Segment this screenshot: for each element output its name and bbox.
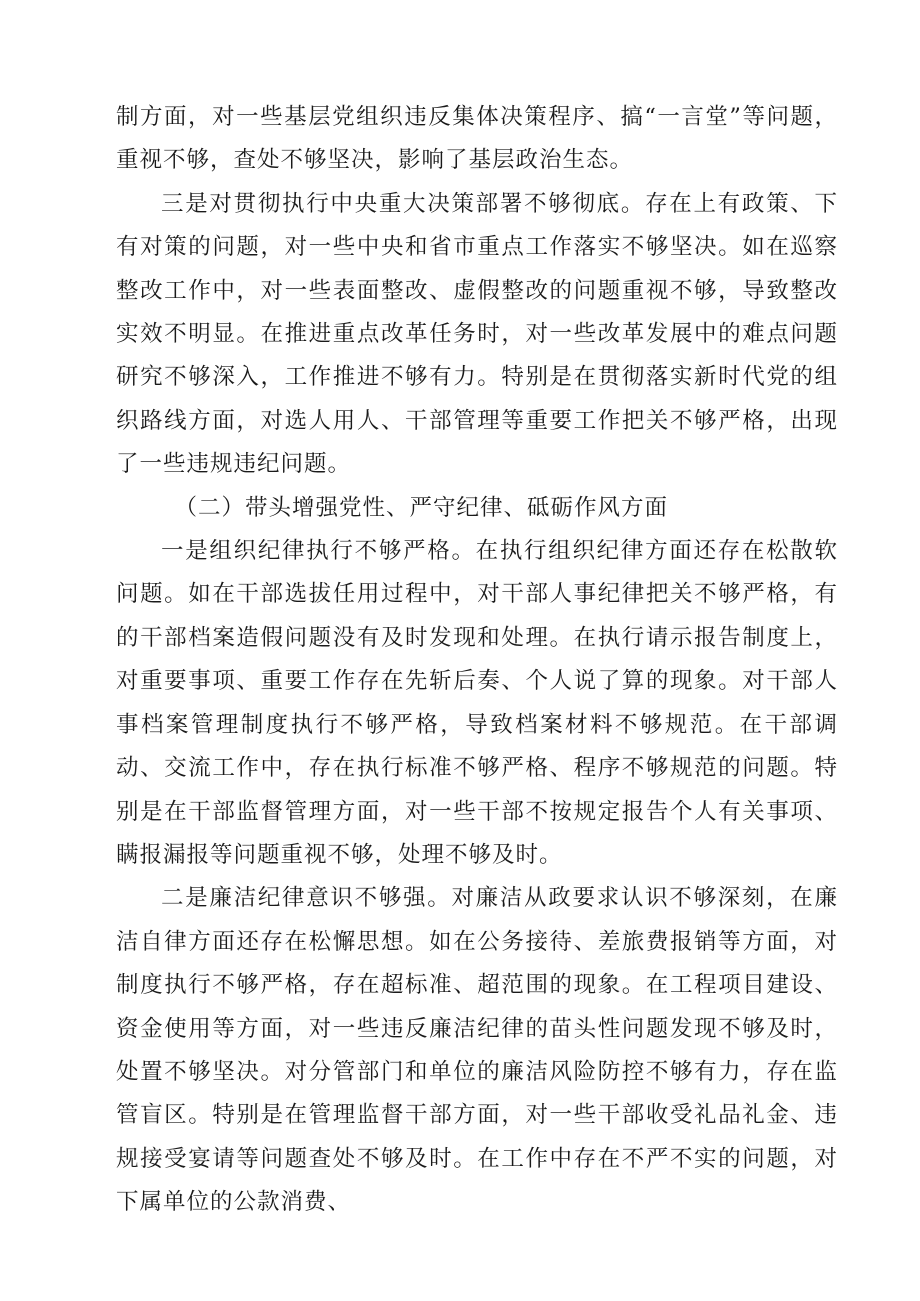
paragraph-item-three: 三是对贯彻执行中央重大决策部署不够彻底。存在上有政策、下有对策的问题，对一些中央和省市重点工作落实不够坚决。如在巡察整改工作中，对一些表面整改、虚假整改的问题重视不够，导致整改实效不明显。在推进重点改革任务时，对一些改革发展中的难点问题研究不够深入，工作推进不够有力。特别是在贯彻落实新时代党的组织路线方面，对选人用人、干部管理等重要工作把关不够严格，出现了一些违规违纪问题。 xyxy=(116,190,838,478)
document-body xyxy=(116,96,838,1225)
section-heading: （二）带头增强党性、严守纪律、砥砺作风方面 xyxy=(174,494,669,521)
paragraph-item-one: 一是组织纪律执行不够严格。在执行组织纪律方面还存在松散软问题。如在干部选拔任用过程中，对干部人事纪律把关不够严格，有的干部档案造假问题没有及时发现和处理。在执行请示报告制度上，对重要事项、重要工作存在先斩后奏、个人说了算的现象。对干部人事档案管理制度执行不够严格，导致档案材料不够规范。在干部调动、交流工作中，存在执行标准不够严格、程序不够规范的问题。特别是在干部监督管理方面，对一些干部不按规定报告个人有关事项、瞒报漏报等问题重视不够，处理不够及时。 xyxy=(116,538,838,868)
paragraph-item-two: 二是廉洁纪律意识不够强。对廉洁从政要求认识不够深刻，在廉洁自律方面还存在松懈思想。如在公务接待、差旅费报销等方面，对制度执行不够严格，存在超标准、超范围的现象。在工程项目建设、资金使用等方面，对一些违反廉洁纪律的苗头性问题发现不够及时，处置不够坚决。对分管部门和单位的廉洁风险防控不够有力，存在监管盲区。特别是在管理监督干部方面，对一些干部收受礼品礼金、违规接受宴请等问题查处不够及时。在工作中存在不严不实的问题，对下属单位的公款消费、 xyxy=(116,885,838,1216)
paragraph-continued: 制方面，对一些基层党组织违反集体决策程序、搞“一言堂”等问题，重视不够，查处不够坚决，影响了基层政治生态。 xyxy=(116,104,838,174)
